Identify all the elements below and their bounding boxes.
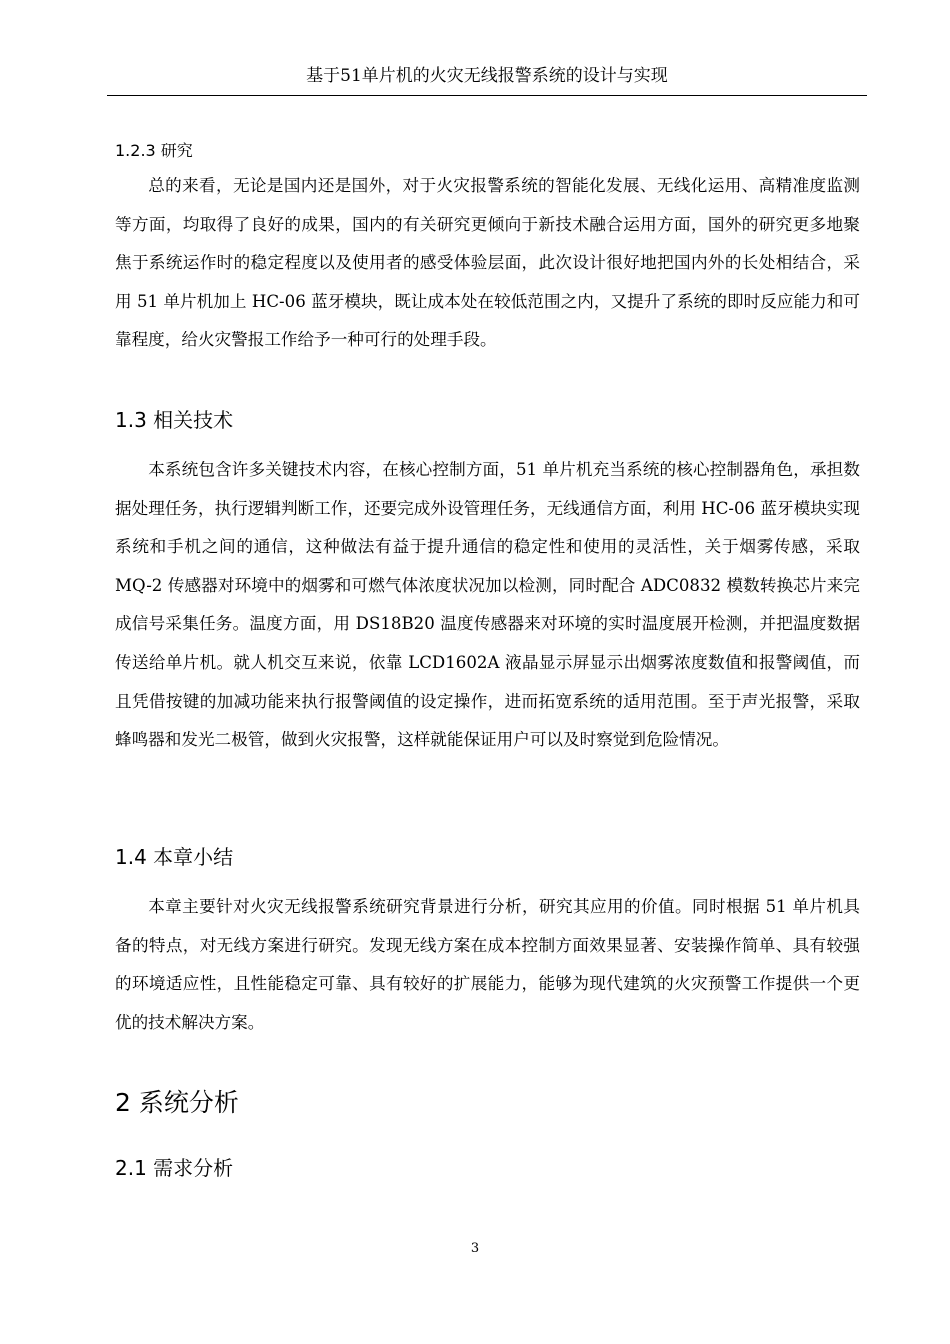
paragraph-1-4: 本章主要针对火灾无线报警系统研究背景进行分析，研究其应用的价值。同时根据 51 单片机具备的特点，对无线方案进行研究。发现无线方案在成本控制方面效果显著、安装操作简单、具有较强的环境适应性，且性能稳定可靠、具有较好的扩展能力，能够为现代建筑的火灾预警工作提供一个更优的技术解决方案。 xyxy=(115,897,860,1032)
heading-1-2-3: 1.2.3 研究 xyxy=(115,141,193,160)
header-rule xyxy=(107,95,867,96)
heading-1-3: 1.3 相关技术 xyxy=(115,408,234,432)
heading-2-1: 2.1 需求分析 xyxy=(115,1156,234,1180)
heading-1-4: 1.4 本章小结 xyxy=(115,845,234,869)
paragraph-1-2-3: 总的来看，无论是国内还是国外，对于火灾报警系统的智能化发展、无线化运用、高精准度监测等方面，均取得了良好的成果，国内的有关研究更倾向于新技术融合运用方面，国外的研究更多地聚焦于系统运作时的稳定程度以及使用者的感受体验层面，此次设计很好地把国内外的长处相结合，采用 51 单片机加上 HC-06 蓝牙模块，既让成本处在较低范围之内，又提升了系统的即时反应能力和可靠程度，给火灾警报工作给予一种可行的处理手段。 xyxy=(115,176,860,350)
heading-2: 2 系统分析 xyxy=(115,1088,239,1117)
page-number: 3 xyxy=(470,1241,480,1256)
running-header: 基于51单片机的火灾无线报警系统的设计与实现 xyxy=(306,66,668,86)
paragraph-1-3: 本系统包含许多关键技术内容，在核心控制方面，51 单片机充当系统的核心控制器角色，承担数据处理任务，执行逻辑判断工作，还要完成外设管理任务，无线通信方面，利用 HC-06 蓝牙模块实现系统和手机之间的通信，这种做法有益于提升通信的稳定性和使用的灵活性，关于烟雾传感，采取 MQ-2 传感器对环境中的烟雾和可燃气体浓度状况加以检测，同时配合 ADC0832 模数转换芯片来完成信号采集任务。温度方面，用 DS18B20 温度传感器来对环境的实时温度展开检测，并把温度数据传送给单片机。就人机交互来说，依靠 LCD1602A 液晶显示屏显示出烟雾浓度数值和报警阈值，而且凭借按键的加减功能来执行报警阈值的设定操作，进而拓宽系统的适用范围。至于声光报警，采取蜂鸣器和发光二极管，做到火灾报警，这样就能保证用户可以及时察觉到危险情况。 xyxy=(115,460,860,750)
